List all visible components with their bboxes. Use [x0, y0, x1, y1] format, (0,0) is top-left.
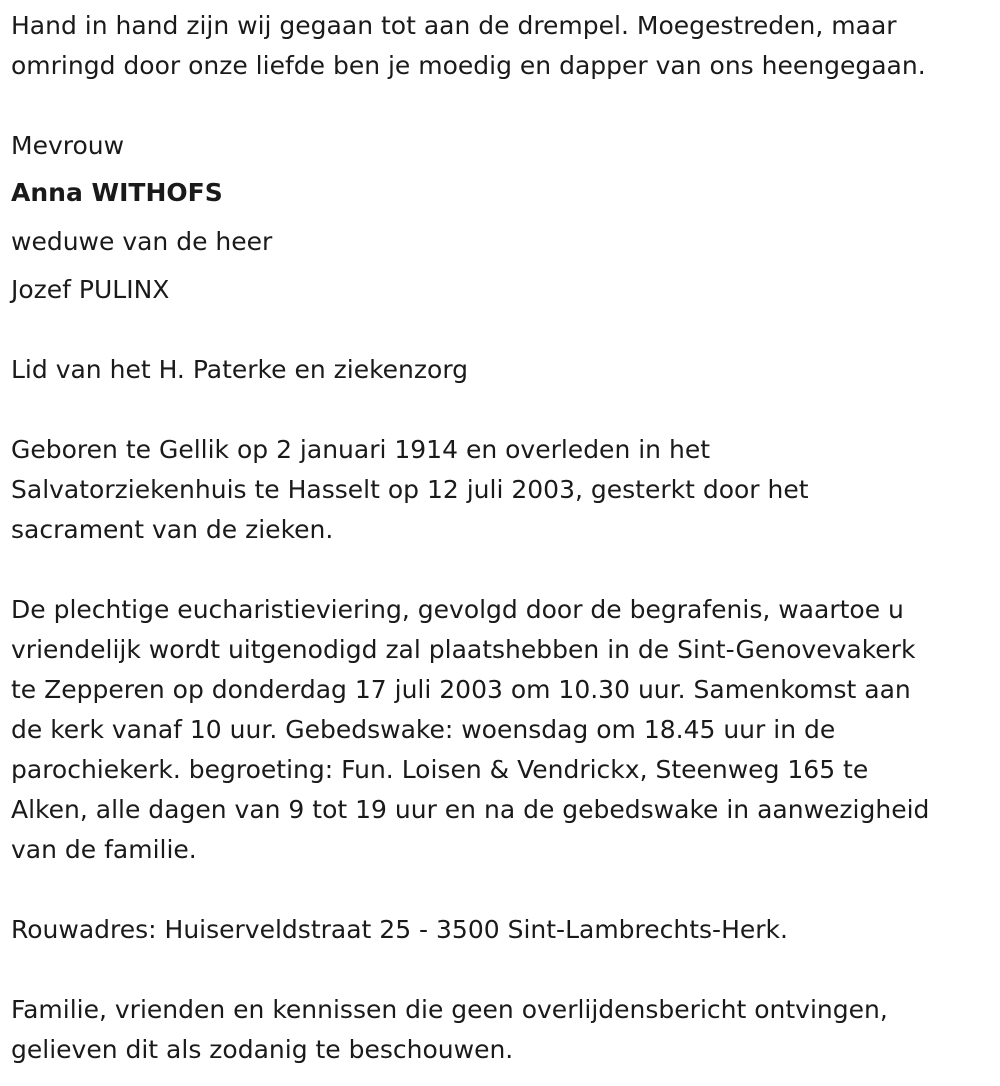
widow-of-text: weduwe van de heer	[11, 227, 273, 256]
mourning-address: Rouwadres: Huiserveldstraat 25 - 3500 Sint-Lambrechts-Herk.	[11, 915, 788, 944]
ceremony-line: Alken, alle dagen van 9 tot 19 uur en na de gebedswake in aanwezigheid	[11, 795, 930, 824]
intro-line: Hand in hand zijn wij gegaan tot aan de drempel. Moegestreden, maar	[11, 11, 897, 40]
family-notice-line: gelieven dit als zodanig te beschouwen.	[11, 1035, 514, 1064]
ceremony-line: De plechtige eucharistieviering, gevolgd door de begrafenis, waartoe u	[11, 595, 904, 624]
ceremony-line: van de familie.	[11, 835, 197, 864]
ceremony-line: parochiekerk. begroeting: Fun. Loisen & Vendrickx, Steenweg 165 te	[11, 755, 869, 784]
intro-line: omringd door onze liefde ben je moedig en dapper van ons heengegaan.	[11, 51, 926, 80]
ceremony-line: te Zepperen op donderdag 17 juli 2003 om 10.30 uur. Samenkomst aan	[11, 675, 911, 704]
ceremony-paragraph	[11, 590, 929, 870]
birth-death-line: sacrament van de zieken.	[11, 515, 334, 544]
ceremony-line: de kerk vanaf 10 uur. Gebedswake: woensdag om 18.45 uur in de	[11, 715, 836, 744]
family-notice-line: Familie, vrienden en kennissen die geen overlijdensbericht ontvingen,	[11, 995, 888, 1024]
membership-text: Lid van het H. Paterke en ziekenzorg	[11, 355, 469, 384]
deceased-name: Anna WITHOFS	[11, 178, 223, 207]
family-notice-paragraph	[11, 990, 888, 1070]
ceremony-line: vriendelijk wordt uitgenodigd zal plaatshebben in de Sint-Genovevakerk	[11, 635, 916, 664]
birth-death-line: Salvatorziekenhuis te Hasselt op 12 juli 2003, gesterkt door het	[11, 475, 809, 504]
birth-death-line: Geboren te Gellik op 2 januari 1914 en overleden in het	[11, 435, 710, 464]
intro-paragraph	[11, 6, 926, 86]
birth-death-paragraph	[11, 430, 809, 550]
title-text: Mevrouw	[11, 131, 125, 160]
husband-name: Jozef PULINX	[11, 275, 170, 304]
